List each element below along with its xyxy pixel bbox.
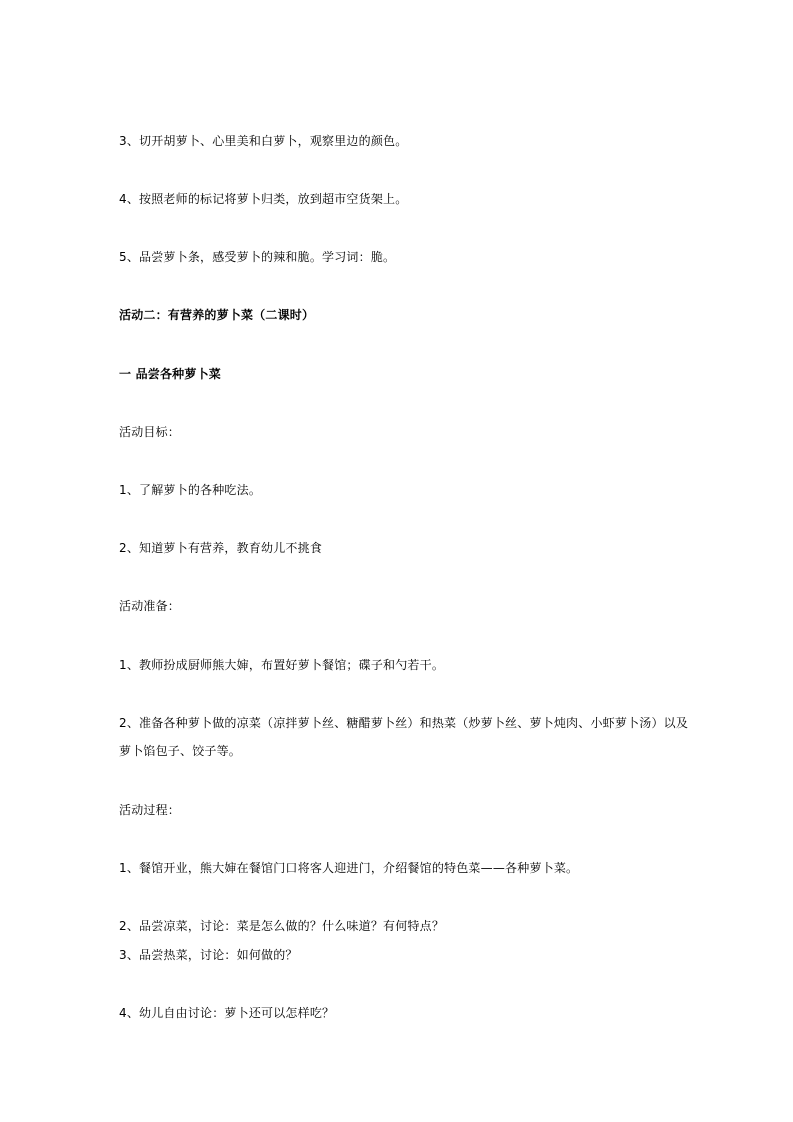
process-step-3: 3、品尝热菜，讨论：如何做的？	[119, 948, 298, 962]
preparation-1: 1、教师扮成厨师熊大婶，布置好萝卜餐馆；碟子和勺若干。	[119, 658, 445, 672]
goal-2: 2、知道萝卜有营养，教育幼儿不挑食	[119, 541, 323, 555]
step-5-taste-radish: 5、品尝萝卜条，感受萝卜的辣和脆。学习词：脆。	[119, 250, 396, 264]
goal-1: 1、了解萝卜的各种吃法。	[119, 483, 262, 497]
preparation-label: 活动准备：	[119, 599, 181, 613]
process-step-4: 4、幼儿自由讨论：萝卜还可以怎样吃？	[119, 1006, 335, 1020]
step-3-cut-radish: 3、切开胡萝卜、心里美和白萝卜，观察里边的颜色。	[119, 134, 408, 148]
process-step-2: 2、品尝凉菜，讨论：菜是怎么做的？什么味道？有何特点？	[119, 919, 445, 933]
step-4-sort-radish: 4、按照老师的标记将萝卜归类，放到超市空货架上。	[119, 192, 408, 206]
activity-two-heading: 活动二：有营养的萝卜菜（二课时）	[119, 308, 315, 322]
section-heading-taste-dishes: 一 品尝各种萝卜菜	[119, 367, 221, 381]
process-step-1: 1、餐馆开业，熊大婶在餐馆门口将客人迎进门，介绍餐馆的特色菜——各种萝卜菜。	[119, 861, 579, 875]
preparation-2-continued: 萝卜馅包子、饺子等。	[119, 744, 242, 758]
goals-label: 活动目标：	[119, 425, 181, 439]
process-label: 活动过程：	[119, 803, 181, 817]
preparation-2: 2、准备各种萝卜做的凉菜（凉拌萝卜丝、糖醋萝卜丝）和热菜（炒萝卜丝、萝卜炖肉、小虾萝卜汤）以及	[119, 716, 689, 730]
